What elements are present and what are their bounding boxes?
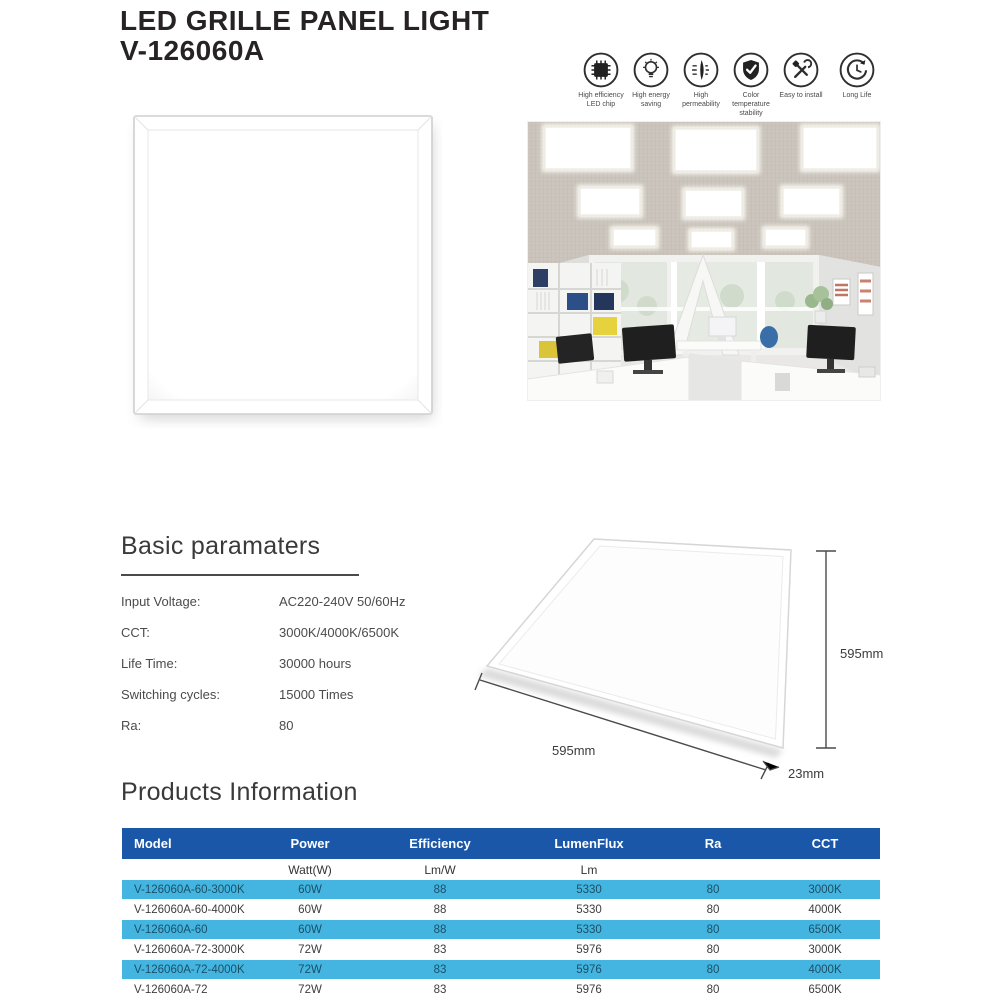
col-header-ra: Ra bbox=[704, 836, 722, 851]
model-number: V-126060A bbox=[120, 34, 265, 66]
parameter-value: 80 bbox=[279, 718, 294, 733]
feature-energy-saving bbox=[626, 52, 676, 118]
basic-parameters-heading: Basic paramaters bbox=[121, 532, 321, 560]
width-dimension-label: 595mm bbox=[552, 743, 596, 758]
parameter-value: 3000K/4000K/6500K bbox=[279, 625, 399, 640]
feature-permeability bbox=[676, 52, 726, 118]
office-application-photo bbox=[527, 121, 881, 401]
parameter-label: Life Time: bbox=[121, 656, 178, 671]
parameter-label: Switching cycles: bbox=[121, 687, 220, 702]
feature-long-life bbox=[832, 52, 882, 118]
table-row: V-126060A-72-3000K 72W 83 5976 80 3000K bbox=[122, 940, 880, 960]
table-units-row bbox=[122, 859, 880, 880]
unit-watt: Watt(W) bbox=[288, 862, 332, 877]
chip-icon bbox=[583, 52, 619, 88]
parameter-row bbox=[121, 656, 451, 687]
table-header-row bbox=[122, 828, 880, 859]
table-row: V-126060A-72 72W 83 5976 80 6500K bbox=[122, 980, 880, 1000]
parameter-row bbox=[121, 718, 451, 749]
col-header-cct: CCT bbox=[811, 836, 839, 851]
basic-parameters-section bbox=[121, 532, 451, 749]
table-row: V-126060A-72-4000K 72W 83 5976 80 4000K bbox=[122, 960, 880, 980]
parameter-label: Ra: bbox=[121, 718, 142, 733]
parameter-row bbox=[121, 687, 451, 718]
products-information-heading: Products Information bbox=[121, 778, 358, 806]
height-dimension-line bbox=[816, 551, 836, 748]
parameter-row bbox=[121, 625, 451, 656]
dimension-diagram bbox=[458, 518, 890, 803]
feature-high-efficiency bbox=[576, 52, 626, 118]
heading-underline bbox=[121, 574, 359, 576]
height-dimension-label: 595mm bbox=[840, 646, 884, 661]
bulb-icon bbox=[633, 52, 669, 88]
thickness-dimension-label: 23mm bbox=[788, 766, 825, 781]
feature-label: High efficiency LED chip bbox=[578, 92, 624, 109]
parameter-value: 15000 Times bbox=[279, 687, 354, 702]
shield-check-icon bbox=[733, 52, 769, 88]
feature-cct-stability bbox=[726, 52, 776, 118]
table-row: V-126060A-60-3000K 60W 88 5330 80 3000K bbox=[122, 880, 880, 900]
panel-product-image bbox=[126, 110, 442, 428]
unit-lm: Lm bbox=[580, 862, 598, 877]
unit-lmw: Lm/W bbox=[424, 862, 456, 877]
feature-label: Easy to install bbox=[779, 92, 823, 99]
products-table bbox=[122, 828, 880, 1000]
col-header-power: Power bbox=[290, 836, 330, 851]
table-row: V-126060A-60 60W 88 5330 80 6500K bbox=[122, 920, 880, 940]
table-row: V-126060A-60-4000K 60W 88 5330 80 4000K bbox=[122, 900, 880, 920]
feature-label: Long Life bbox=[842, 92, 872, 99]
feature-label: Color temperature stability bbox=[732, 92, 770, 118]
parameter-label: CCT: bbox=[121, 625, 150, 640]
col-header-lumenflux: LumenFlux bbox=[554, 836, 624, 851]
clock-icon bbox=[839, 52, 875, 88]
parameter-row bbox=[121, 594, 451, 625]
feature-label: High permeability bbox=[682, 92, 720, 109]
feature-easy-install bbox=[776, 52, 826, 118]
parameter-value: 30000 hours bbox=[279, 656, 352, 671]
col-header-model: Model bbox=[134, 836, 172, 851]
product-name: LED GRILLE PANEL LIGHT bbox=[120, 5, 490, 36]
feature-icon-row bbox=[576, 52, 882, 118]
parameter-label: Input Voltage: bbox=[121, 594, 201, 609]
feature-label: High energy saving bbox=[632, 92, 670, 109]
parameter-list bbox=[121, 594, 451, 749]
tools-icon bbox=[783, 52, 819, 88]
col-header-efficiency: Efficiency bbox=[409, 836, 471, 851]
page-title bbox=[120, 6, 489, 65]
shelving-unit bbox=[527, 263, 621, 381]
parameter-value: AC220-240V 50/60Hz bbox=[279, 594, 406, 609]
permeability-icon bbox=[683, 52, 719, 88]
